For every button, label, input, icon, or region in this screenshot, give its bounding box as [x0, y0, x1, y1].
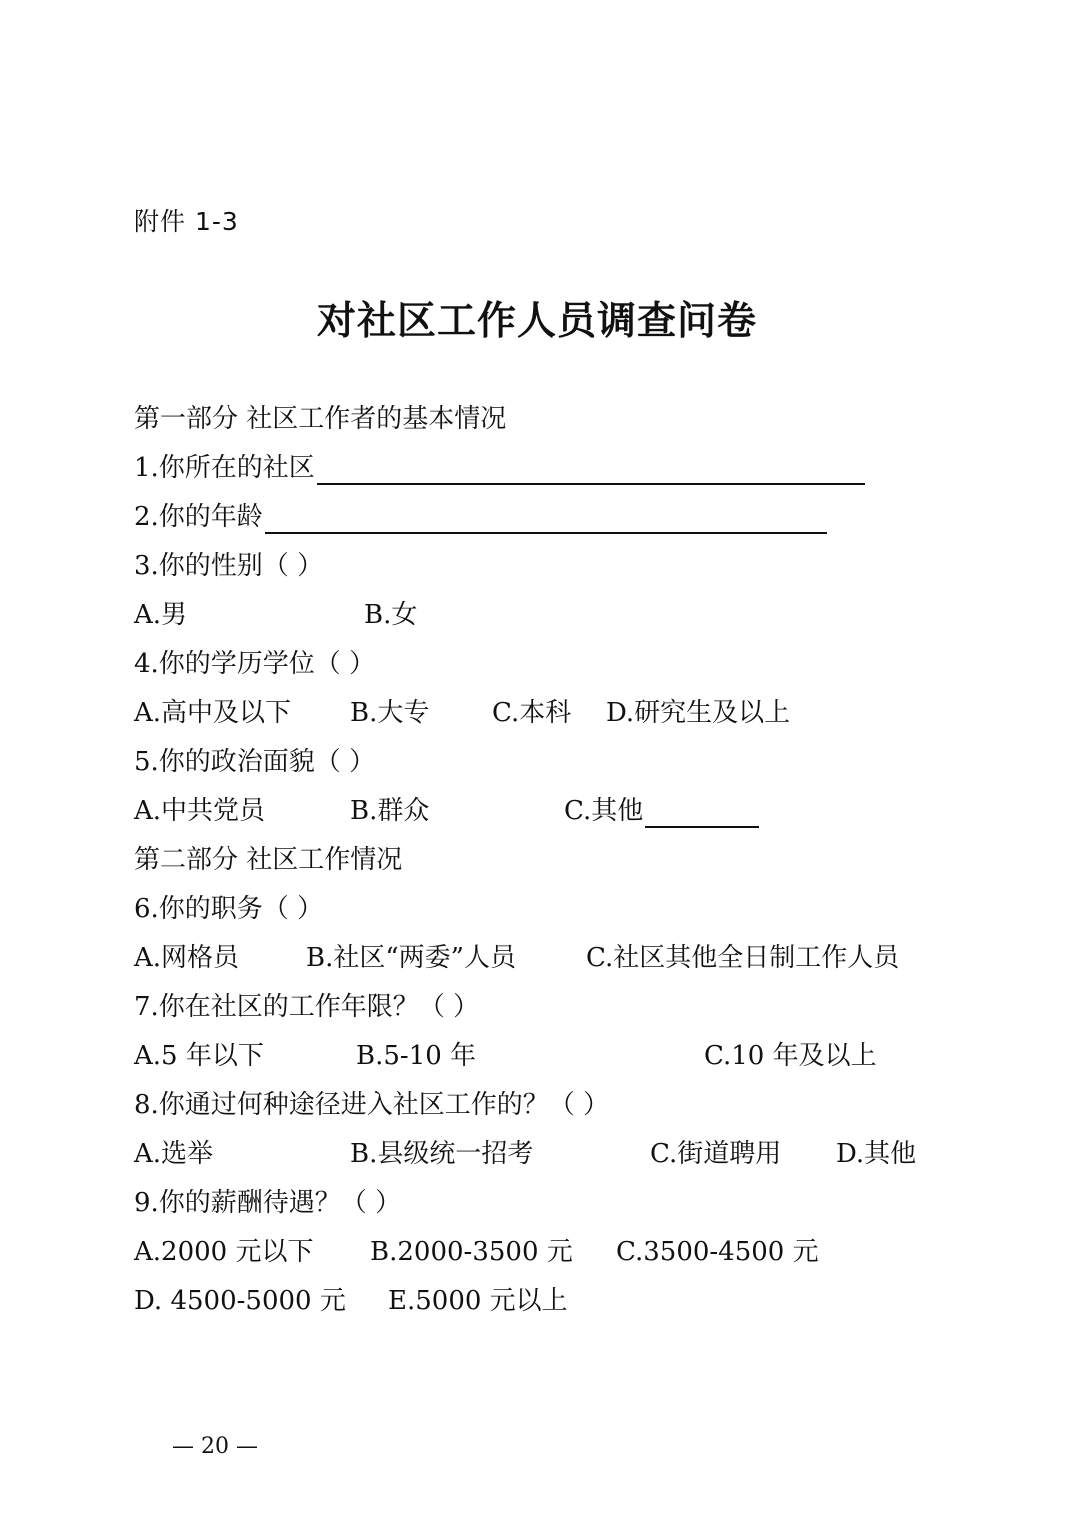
option-under-2000: A.2000 元以下	[134, 1237, 314, 1267]
question-6-options	[134, 941, 934, 975]
question-8: 8.你通过何种途径进入社区工作的？（ ）	[134, 1090, 610, 1120]
part2-heading: 第二部分 社区工作情况	[134, 845, 403, 875]
option-2000-3500: B.2000-3500 元	[370, 1237, 573, 1267]
option-other-political-text: C.其他	[564, 796, 644, 826]
option-under-5-years: A.5 年以下	[134, 1041, 264, 1071]
option-other-fulltime: C.社区其他全日制工作人员	[586, 943, 900, 973]
option-grid-worker: A.网格员	[134, 943, 240, 973]
option-masses: B.群众	[350, 796, 430, 826]
option-other-route: D.其他	[836, 1139, 917, 1169]
question-4: 4.你的学历学位（ ）	[134, 649, 376, 679]
question-3-options	[134, 598, 934, 632]
option-other-political	[564, 794, 759, 828]
option-postgraduate: D.研究生及以上	[606, 698, 791, 728]
question-8-options	[134, 1137, 934, 1171]
community-answer-blank[interactable]	[317, 453, 865, 485]
question-7-options	[134, 1039, 934, 1073]
option-junior-college: B.大专	[350, 698, 430, 728]
option-election: A.选举	[134, 1139, 214, 1169]
option-street-hired: C.街道聘用	[650, 1139, 782, 1169]
question-9-options-row1	[134, 1235, 934, 1269]
option-male: A.男	[134, 600, 188, 630]
option-4500-5000: D. 4500-5000 元	[134, 1286, 346, 1316]
question-1-text: 1.你所在的社区	[134, 453, 315, 483]
question-5-options	[134, 794, 934, 828]
question-1	[134, 451, 865, 485]
page-title: 对社区工作人员调查问卷	[316, 298, 757, 344]
page-number: — 20 —	[172, 1434, 258, 1459]
part1-heading: 第一部分 社区工作者的基本情况	[134, 404, 507, 434]
question-3: 3.你的性别（ ）	[134, 551, 324, 581]
option-5-10-years: B.5-10 年	[356, 1041, 477, 1071]
option-county-exam: B.县级统一招考	[350, 1139, 534, 1169]
attachment-label: 附件 1-3	[134, 207, 239, 236]
question-6: 6.你的职务（ ）	[134, 894, 324, 924]
option-two-committees: B.社区“两委”人员	[306, 943, 516, 973]
question-2	[134, 500, 827, 534]
question-2-text: 2.你的年龄	[134, 502, 263, 532]
question-5: 5.你的政治面貌（ ）	[134, 747, 376, 777]
option-high-school: A.高中及以下	[134, 698, 292, 728]
option-3500-4500: C.3500-4500 元	[616, 1237, 819, 1267]
option-female: B.女	[364, 600, 418, 630]
option-10-plus-years: C.10 年及以上	[704, 1041, 877, 1071]
other-political-blank[interactable]	[645, 796, 759, 828]
age-answer-blank[interactable]	[265, 502, 827, 534]
question-7: 7.你在社区的工作年限？（ ）	[134, 992, 480, 1022]
option-party-member: A.中共党员	[134, 796, 266, 826]
question-9-options-row2	[134, 1284, 934, 1318]
question-9: 9.你的薪酬待遇？（ ）	[134, 1188, 402, 1218]
question-4-options	[134, 696, 934, 730]
option-over-5000: E.5000 元以上	[388, 1286, 568, 1316]
option-bachelor: C.本科	[492, 698, 572, 728]
